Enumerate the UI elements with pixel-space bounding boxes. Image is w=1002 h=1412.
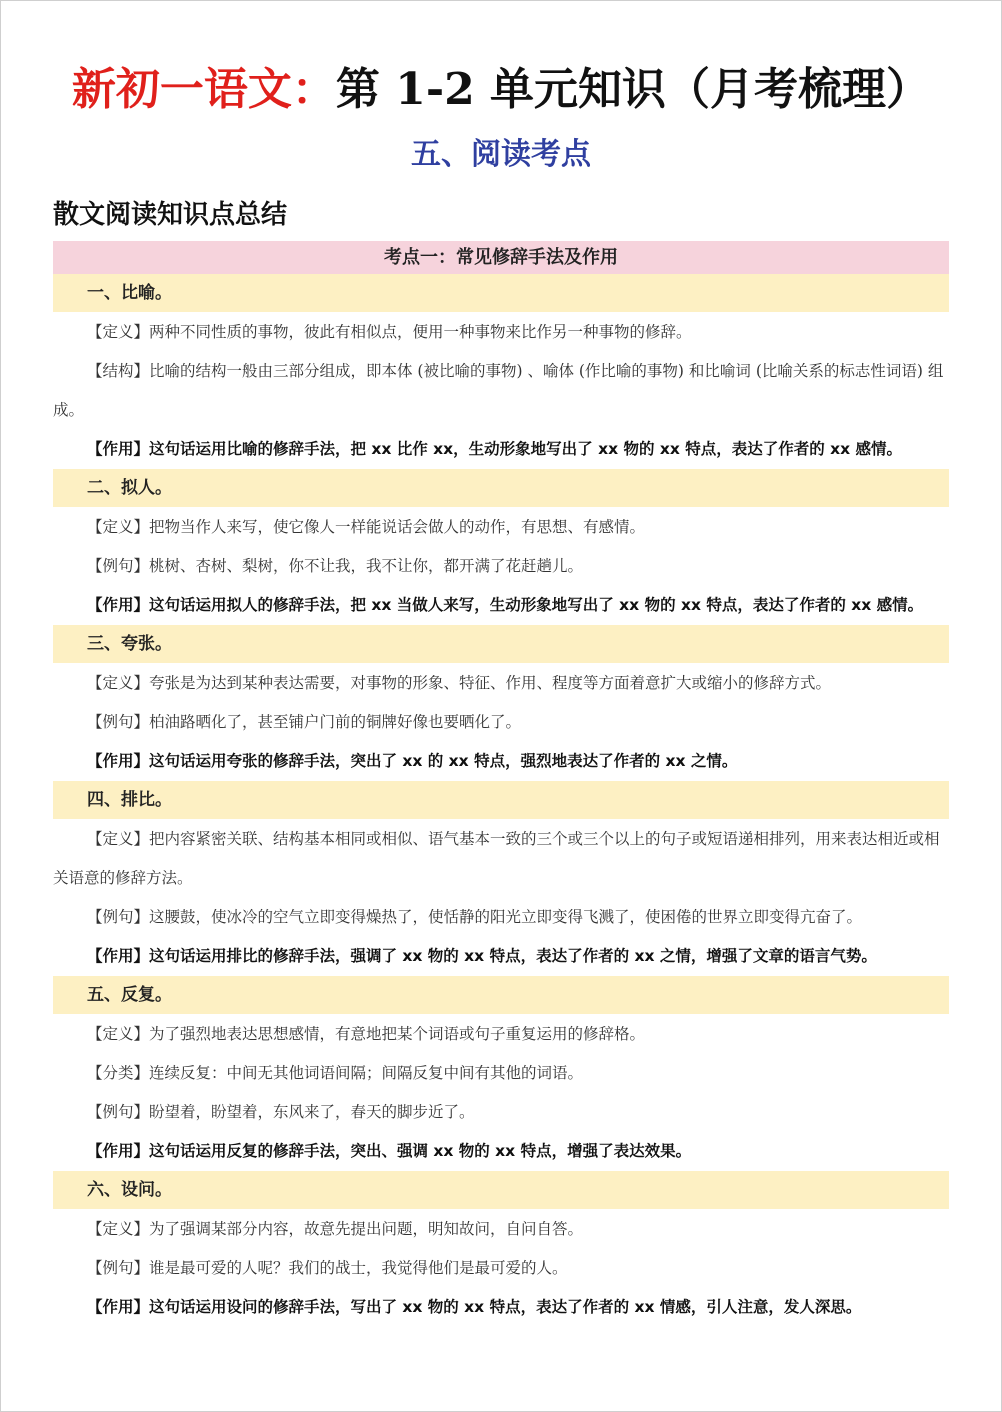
rhetoric-item	[53, 469, 949, 625]
page-subtitle: 五、阅读考点	[411, 137, 591, 172]
item-heading: 六、设问。	[53, 1171, 949, 1209]
title-red-part: 新初一语文：	[71, 64, 336, 115]
item-text-line: 【定义】为了强烈地表达思想感情，有意地把某个词语或句子重复运用的修辞格。	[87, 1025, 646, 1043]
rhetoric-item	[53, 1171, 949, 1327]
title-black-part: 第 1-2 单元知识（月考梳理）	[335, 64, 931, 115]
item-text-line: 【定义】把内容紧密关联、结构基本相同或相似、语气基本一致的三个或三个以上的句子或短语递相排列，用来表达相近或相关语意的修辞方法。	[53, 830, 940, 887]
item-text-line: 【例句】这腰鼓，使冰冷的空气立即变得燥热了，使恬静的阳光立即变得飞溅了，使困倦的世界立即变得亢奋了。	[87, 908, 863, 926]
item-effect-line: 【作用】这句话运用排比的修辞手法，强调了 xx 物的 xx 特点，表达了作者的 xx 之情，增强了文章的语言气势。	[87, 947, 877, 965]
item-effect-line: 【作用】这句话运用设问的修辞手法，写出了 xx 物的 xx 特点，表达了作者的 xx 情感，引人注意，发人深思。	[87, 1298, 862, 1316]
item-text-line: 【例句】桃树、杏树、梨树，你不让我，我不让你，都开满了花赶趟儿。	[87, 557, 584, 575]
item-text-line: 【例句】盼望着，盼望着，东风来了，春天的脚步近了。	[87, 1103, 475, 1121]
item-effect-line: 【作用】这句话运用反复的修辞手法，突出、强调 xx 物的 xx 特点，增强了表达效果。	[87, 1142, 692, 1160]
rhetoric-item	[53, 274, 949, 469]
rhetoric-list	[53, 274, 949, 1327]
item-text-line: 【定义】两种不同性质的事物，彼此有相似点，便用一种事物来比作另一种事物的修辞。	[87, 323, 692, 341]
item-text-line: 【定义】为了强调某部分内容，故意先提出问题，明知故问，自问自答。	[87, 1220, 584, 1238]
item-effect-line: 【作用】这句话运用比喻的修辞手法，把 xx 比作 xx，生动形象地写出了 xx 物的 xx 特点，表达了作者的 xx 感情。	[87, 440, 903, 458]
item-heading: 五、反复。	[53, 976, 949, 1014]
page-title	[53, 1, 949, 121]
item-heading: 四、排比。	[53, 781, 949, 819]
rhetoric-item	[53, 625, 949, 781]
section-heading: 散文阅读知识点总结	[53, 200, 288, 230]
item-text-line: 【定义】夸张是为达到某种表达需要，对事物的形象、特征、作用、程度等方面着意扩大或缩小的修辞方式。	[87, 674, 832, 692]
item-heading: 一、比喻。	[53, 274, 949, 312]
rhetoric-item	[53, 781, 949, 976]
topic-band: 考点一：常见修辞手法及作用	[53, 241, 949, 274]
item-text-line: 【分类】连续反复：中间无其他词语间隔；间隔反复中间有其他的词语。	[87, 1064, 584, 1082]
item-effect-line: 【作用】这句话运用拟人的修辞手法，把 xx 当做人来写，生动形象地写出了 xx 物的 xx 特点，表达了作者的 xx 感情。	[87, 596, 924, 614]
item-text-line: 【例句】柏油路晒化了，甚至铺户门前的铜牌好像也要晒化了。	[87, 713, 522, 731]
item-heading: 三、夸张。	[53, 625, 949, 663]
item-text-line: 【结构】比喻的结构一般由三部分组成，即本体 (被比喻的事物) 、喻体 (作比喻的事物) 和比喻词 (比喻关系的标志性词语) 组成。	[53, 362, 944, 419]
item-heading: 二、拟人。	[53, 469, 949, 507]
item-text-line: 【定义】把物当作人来写，使它像人一样能说话会做人的动作，有思想、有感情。	[87, 518, 646, 536]
rhetoric-item	[53, 976, 949, 1171]
item-effect-line: 【作用】这句话运用夸张的修辞手法，突出了 xx 的 xx 特点，强烈地表达了作者的 xx 之情。	[87, 752, 738, 770]
content-body	[53, 241, 949, 1327]
item-text-line: 【例句】谁是最可爱的人呢？我们的战士，我觉得他们是最可爱的人。	[87, 1259, 568, 1277]
